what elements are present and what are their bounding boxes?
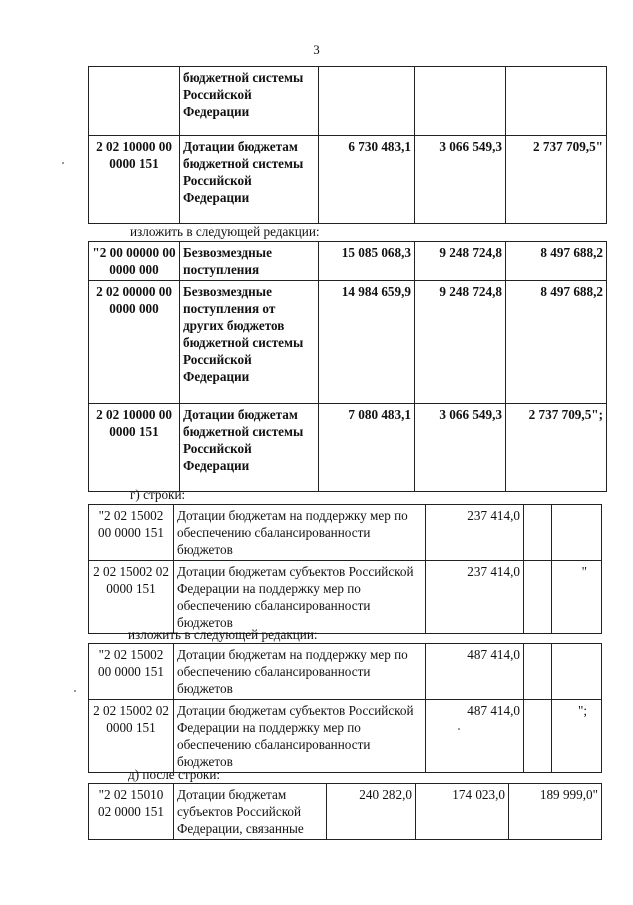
table-row bbox=[89, 784, 602, 840]
table-continued bbox=[88, 66, 607, 224]
row-value-2: 3 066 549,3 bbox=[415, 404, 506, 492]
table-row bbox=[89, 700, 602, 773]
row-value-3: 8 497 688,2 bbox=[506, 281, 607, 404]
row-value-3 bbox=[552, 505, 602, 561]
row-value-2: 3 066 549,3 bbox=[415, 136, 506, 224]
row-code: "2 02 15002 00 0000 151 bbox=[89, 644, 174, 700]
page-number: 3 bbox=[313, 42, 320, 57]
row-value-2 bbox=[524, 505, 552, 561]
row-value-1: 15 085 068,3 bbox=[319, 242, 415, 281]
row-code: 2 02 10000 00 0000 151 bbox=[89, 404, 180, 492]
row-value-1: 14 984 659,9 bbox=[319, 281, 415, 404]
row-value-2 bbox=[524, 700, 552, 773]
row-value-1: 240 282,0 bbox=[327, 784, 416, 840]
row-code: 2 02 15002 02 0000 151 bbox=[89, 700, 174, 773]
row-name: Дотации бюджетам на поддержку мер по обеспечению сбалансированности бюджетов bbox=[174, 644, 426, 700]
table-new-edition-1 bbox=[88, 241, 607, 492]
row-value-3: 2 737 709,5"; bbox=[506, 404, 607, 492]
row-name: Безвозмездные поступления bbox=[180, 242, 319, 281]
row-value-2 bbox=[524, 644, 552, 700]
row-name: Дотации бюджетам бюджетной системы Российской Федерации bbox=[180, 404, 319, 492]
row-value-3: 2 737 709,5" bbox=[506, 136, 607, 224]
row-code bbox=[89, 67, 180, 136]
row-value-1: 237 414,0 bbox=[426, 505, 524, 561]
row-value-3: " bbox=[552, 561, 602, 634]
row-name: Дотации бюджетам субъектов Российской Федерации на поддержку мер по обеспечению сбалансированности бюджетов bbox=[174, 561, 426, 634]
paragraph-new-edition-2: изложить в следующей редакции: bbox=[128, 627, 318, 642]
table-row bbox=[89, 242, 607, 281]
table-row bbox=[89, 281, 607, 404]
row-value-3: "; bbox=[552, 700, 602, 773]
row-value-3: 189 999,0" bbox=[509, 784, 602, 840]
row-value-2 bbox=[524, 561, 552, 634]
table-row bbox=[89, 67, 607, 136]
row-value-3 bbox=[506, 67, 607, 136]
table-row bbox=[89, 136, 607, 224]
paragraph-rows-g: г) строки: bbox=[130, 487, 186, 502]
row-name: бюджетной системы Российской Федерации bbox=[180, 67, 319, 136]
row-name: Дотации бюджетам на поддержку мер по обеспечению сбалансированности бюджетов bbox=[174, 505, 426, 561]
row-value-1: 487 414,0 bbox=[426, 644, 524, 700]
row-code: 2 02 00000 00 0000 000 bbox=[89, 281, 180, 404]
row-value-2: 9 248 724,8 bbox=[415, 281, 506, 404]
table-after-row-d bbox=[88, 783, 602, 840]
row-name: Дотации бюджетам субъектов Российской Федерации, связанные bbox=[174, 784, 327, 840]
scan-speck bbox=[62, 162, 64, 164]
scan-speck bbox=[74, 690, 76, 692]
scan-speck bbox=[458, 728, 460, 730]
table-rows-g bbox=[88, 504, 602, 634]
paragraph-new-edition: изложить в следующей редакции: bbox=[130, 224, 320, 239]
row-value-1 bbox=[319, 67, 415, 136]
row-code: "2 02 15002 00 0000 151 bbox=[89, 505, 174, 561]
table-new-edition-2 bbox=[88, 643, 602, 773]
row-value-2: 174 023,0 bbox=[416, 784, 509, 840]
row-code: "2 00 00000 00 0000 000 bbox=[89, 242, 180, 281]
row-value-1: 6 730 483,1 bbox=[319, 136, 415, 224]
row-value-3: 8 497 688,2 bbox=[506, 242, 607, 281]
row-name: Безвозмездные поступления от других бюджетов бюджетной системы Российской Федерации bbox=[180, 281, 319, 404]
row-name: Дотации бюджетам субъектов Российской Федерации на поддержку мер по обеспечению сбалансированности бюджетов bbox=[174, 700, 426, 773]
table-row bbox=[89, 644, 602, 700]
row-value-1: 237 414,0 bbox=[426, 561, 524, 634]
row-code: 2 02 15002 02 0000 151 bbox=[89, 561, 174, 634]
table-row bbox=[89, 505, 602, 561]
row-code: 2 02 10000 00 0000 151 bbox=[89, 136, 180, 224]
row-value-1: 7 080 483,1 bbox=[319, 404, 415, 492]
row-value-3 bbox=[552, 644, 602, 700]
row-value-2 bbox=[415, 67, 506, 136]
row-name: Дотации бюджетам бюджетной системы Российской Федерации bbox=[180, 136, 319, 224]
row-value-2: 9 248 724,8 bbox=[415, 242, 506, 281]
row-value-1: 487 414,0 bbox=[426, 700, 524, 773]
paragraph-after-row-d: д) после строки: bbox=[128, 767, 221, 782]
table-row bbox=[89, 561, 602, 634]
table-row bbox=[89, 404, 607, 492]
row-code: "2 02 15010 02 0000 151 bbox=[89, 784, 174, 840]
